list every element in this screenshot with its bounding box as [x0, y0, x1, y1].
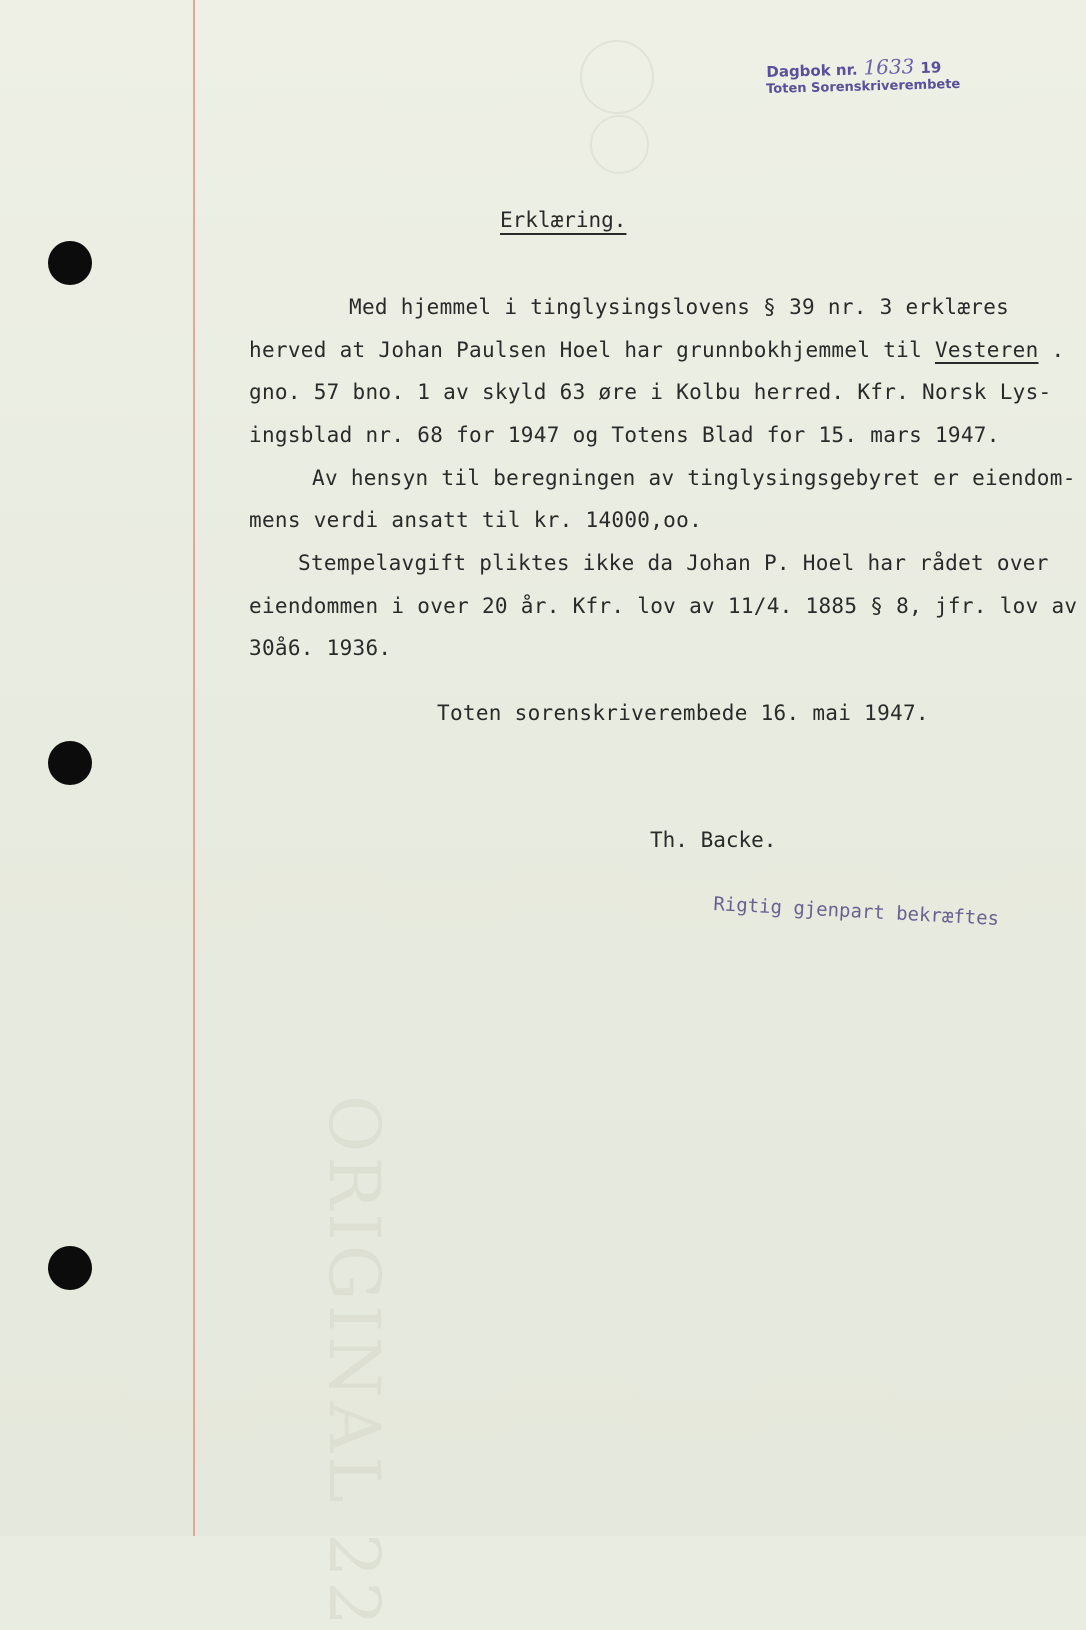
stamp-office: Toten Sorenskriverembete [766, 76, 961, 97]
text-line: Med hjemmel i tinglysingslovens § 39 nr. 3 erklæres [349, 295, 1010, 319]
text-line [249, 338, 1064, 362]
stamp-label: Dagbok nr. [766, 60, 858, 81]
document-title: Erklæring. [500, 208, 627, 232]
text-line: mens verdi ansatt til kr. 14000,oo. [249, 508, 703, 532]
faint-stamp-mark [580, 40, 654, 114]
stamp-year: 19 [920, 58, 942, 77]
punch-hole [48, 241, 92, 285]
certification-stamp: Rigtig gjenpart bekræftes [712, 893, 1000, 930]
underlined-word: Vesteren [934, 338, 1039, 362]
text-line: 30å6. 1936. [249, 636, 392, 660]
faint-stamp-mark [590, 115, 649, 174]
signature: Th. Backe. [650, 828, 777, 852]
margin-rule [193, 0, 195, 1536]
punch-hole [48, 1246, 92, 1290]
place-date-line: Toten sorenskriverembede 16. mai 1947. [437, 701, 929, 725]
trailing-dot: . [1038, 338, 1065, 362]
punch-hole [48, 741, 92, 785]
text-line: Av hensyn til beregningen av tinglysingsgebyret er eiendom- [312, 466, 1076, 490]
text-line: ingsblad nr. 68 for 1947 og Totens Blad for 15. mars 1947. [249, 423, 1000, 447]
watermark: ORIGINAL 22 [313, 1095, 395, 1630]
text-line-part: herved at Johan Paulsen Hoel har grunnbokhjemmel til [249, 338, 935, 362]
text-line: eiendommen i over 20 år. Kfr. lov av 11/4. 1885 § 8, jfr. lov av [249, 594, 1078, 618]
stamp-number: 1633 [863, 54, 915, 80]
text-line: gno. 57 bno. 1 av skyld 63 øre i Kolbu herred. Kfr. Norsk Lys- [249, 380, 1052, 404]
text-line: Stempelavgift pliktes ikke da Johan P. Hoel har rådet over [298, 551, 1049, 575]
